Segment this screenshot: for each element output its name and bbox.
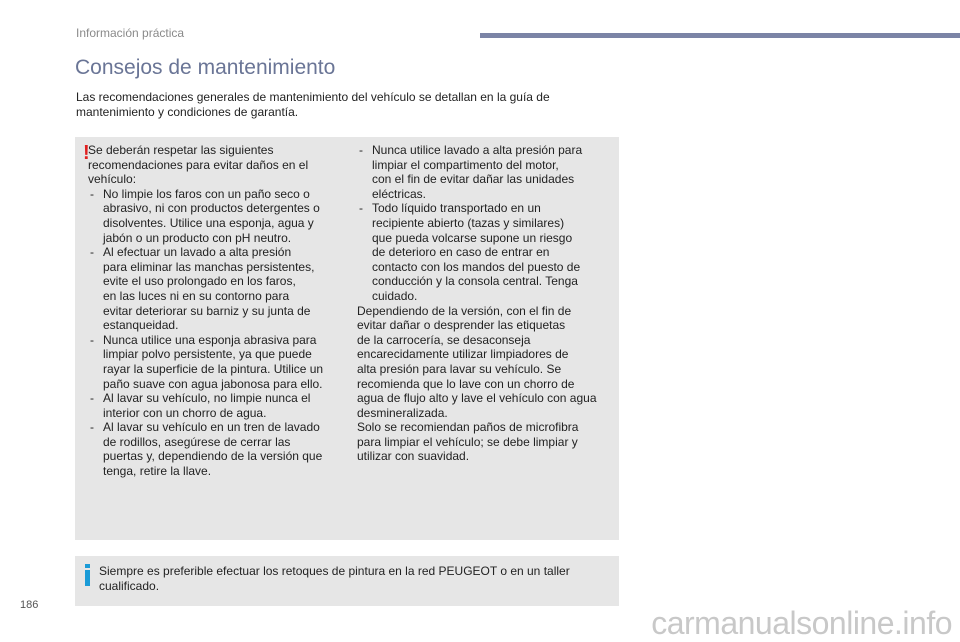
page-number: 186 [20,599,39,611]
list-item: - Nunca utilice una esponja abrasiva para limpiar polvo persistente, ya que puede rayar la superficie de la pintura. Utilice un paño suave con agua jabonosa para ello. [90,332,324,391]
warning-left-column [88,143,353,479]
watermark: carmanualsonline.info [651,605,952,641]
list-item: - Todo líquido transportado en un recipiente abierto (tazas y similares) que pueda volcarse supone un riesgo de deterioro en caso de entrar en contacto con los mandos del puesto de conducción y la consola central. Tenga cuidado. [359,201,581,303]
warning-paragraph: Dependiendo de la versión, con el fin de evitar dañar o desprender las etiquetas de la carrocería, se desaconseja encarecidamente utilizar limpiadores de alta presión para lavar su vehículo. Se recomienda que lo lave con un chorro de agua de flujo alto y lave el vehículo con agua desmineralizada. [357,303,597,420]
list-item: - Nunca utilice lavado a alta presión para limpiar el compartimento del motor, con el fin de evitar dañar las unidades eléctricas. [359,143,583,201]
warning-paragraph: Solo se recomiendan paños de microfibra para limpiar el vehículo; se debe limpiar y utilizar con suavidad. [357,420,579,464]
warning-right-column [357,143,617,464]
section-header: Información práctica [76,26,185,40]
intro-text: Las recomendaciones generales de mantenimiento del vehículo se detallan en la guía de mantenimiento y condiciones de garantía. [76,90,550,119]
list-item: - No limpie los faros con un paño seco o abrasivo, ni con productos detergentes o disolventes. Utilice una esponja, agua y jabón o un producto con pH neutro. [90,186,320,245]
warning-intro: Se deberán respetar las siguientes recomendaciones para evitar daños en el vehículo: [88,143,309,187]
warning-icon: ! [83,142,90,164]
list-item: - Al lavar su vehículo en un tren de lavado de rodillos, asegúrese de cerrar las puertas y, dependiendo de la versión que tenga, retire la llave. [90,420,323,479]
header-bar [480,33,960,38]
info-box [75,556,619,606]
list-item: - Al lavar su vehículo, no limpie nunca el interior con un chorro de agua. [90,391,311,420]
page-title: Consejos de mantenimiento [75,56,336,79]
list-item: - Al efectuar un lavado a alta presión para eliminar las manchas persistentes, evite el uso prolongado en los faros, en las luces ni en su contorno para evitar deteriorar su barniz y su junta de estanqueidad. [90,245,315,333]
info-icon [85,564,90,586]
info-text: Siempre es preferible efectuar los retoques de pintura en la red PEUGEOT o en un taller cualificado. [99,564,570,593]
